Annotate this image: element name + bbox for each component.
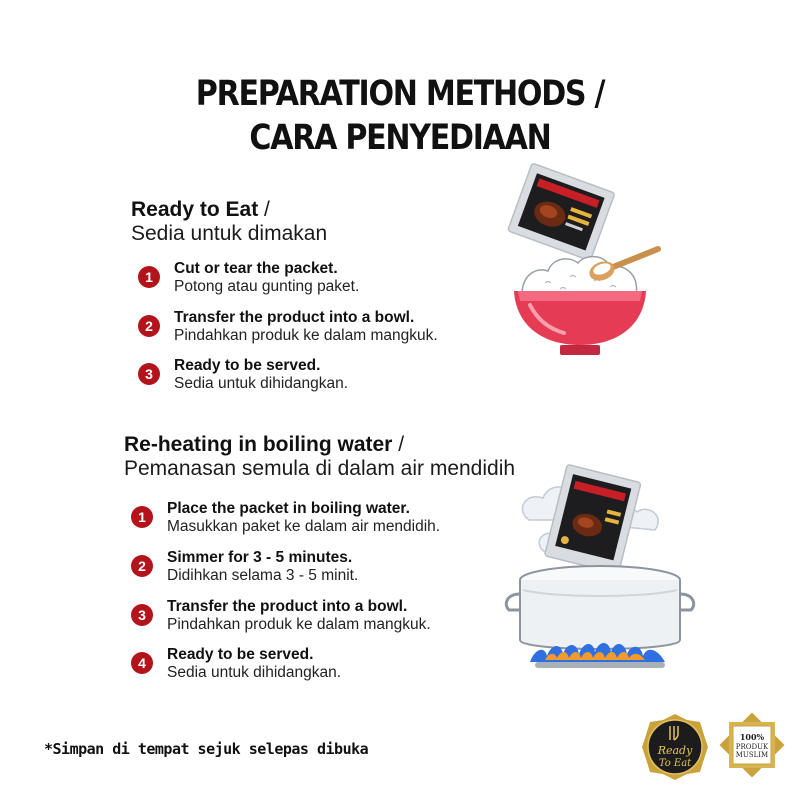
step-text-en: Place the packet in boiling water.	[167, 500, 410, 517]
heading-en: Re-heating in boiling water	[124, 433, 393, 456]
food-packet-icon	[545, 464, 641, 574]
step-text-en: Cut or tear the packet.	[174, 260, 338, 277]
ready-to-eat-badge	[640, 712, 710, 782]
rice-bowl-illustration	[490, 165, 670, 365]
badge-muslim-text: MUSLIM	[735, 751, 769, 759]
step-text-ms: Pindahkan produk ke dalam mangkuk.	[174, 327, 438, 344]
reheat-step-1	[131, 500, 440, 536]
step-text-en: Transfer the product into a bowl.	[174, 309, 415, 326]
page-title	[56, 72, 744, 160]
heading-ms: Sedia untuk dimakan	[131, 222, 328, 245]
ready-step-2	[138, 309, 438, 345]
ready-step-1	[138, 260, 359, 296]
step-text-ms: Didihkan selama 3 - 5 minit.	[167, 567, 359, 584]
badge-produk-text: PRODUK	[735, 743, 769, 751]
step-number-badge: 1	[138, 266, 160, 288]
step-number-badge: 3	[138, 363, 160, 385]
step-text-en: Simmer for 3 - 5 minutes.	[167, 549, 353, 566]
bowl-icon	[514, 291, 646, 355]
step-number-badge: 3	[131, 604, 153, 626]
heading-ms: Pemanasan semula di dalam air mendidih	[124, 457, 516, 480]
heading-separator: /	[392, 433, 405, 456]
step-number-badge: 1	[131, 506, 153, 528]
badge-100-text: 100%	[739, 732, 765, 742]
reheat-step-2	[131, 549, 358, 585]
heading-en: Ready to Eat	[131, 198, 259, 221]
step-number-badge: 2	[138, 315, 160, 337]
step-text-en: Ready to be served.	[167, 646, 314, 663]
step-text-ms: Sedia untuk dihidangkan.	[167, 664, 342, 681]
step-text-ms: Pindahkan produk ke dalam mangkuk.	[167, 616, 431, 633]
ready-step-3	[138, 357, 348, 393]
step-text-ms: Sedia untuk dihidangkan.	[174, 375, 349, 392]
pot-icon	[506, 566, 693, 649]
reheat-step-3	[131, 598, 431, 634]
step-text-en: Transfer the product into a bowl.	[167, 598, 408, 615]
step-number-badge: 2	[131, 555, 153, 577]
badge-ready-text: Ready	[657, 744, 693, 757]
title-line-2: CARA PENYEDIAAN	[249, 118, 551, 158]
reheat-step-4	[131, 646, 341, 682]
step-number-badge: 4	[131, 652, 153, 674]
section-ready-to-eat-heading	[131, 198, 327, 246]
heading-separator: /	[258, 198, 270, 221]
boiling-pot-illustration	[505, 470, 695, 685]
badge-to-eat-text: To Eat	[658, 758, 692, 769]
step-text-en: Ready to be served.	[174, 357, 321, 374]
produk-muslim-badge	[715, 708, 789, 782]
food-packet-icon	[508, 163, 615, 261]
section-reheating-heading	[124, 433, 515, 481]
step-text-ms: Masukkan paket ke dalam air mendidih.	[167, 518, 441, 535]
step-text-ms: Potong atau gunting paket.	[174, 278, 360, 295]
title-line-1: PREPARATION METHODS /	[195, 74, 605, 114]
storage-footnote: *Simpan di tempat sejuk selepas dibuka	[44, 740, 369, 758]
